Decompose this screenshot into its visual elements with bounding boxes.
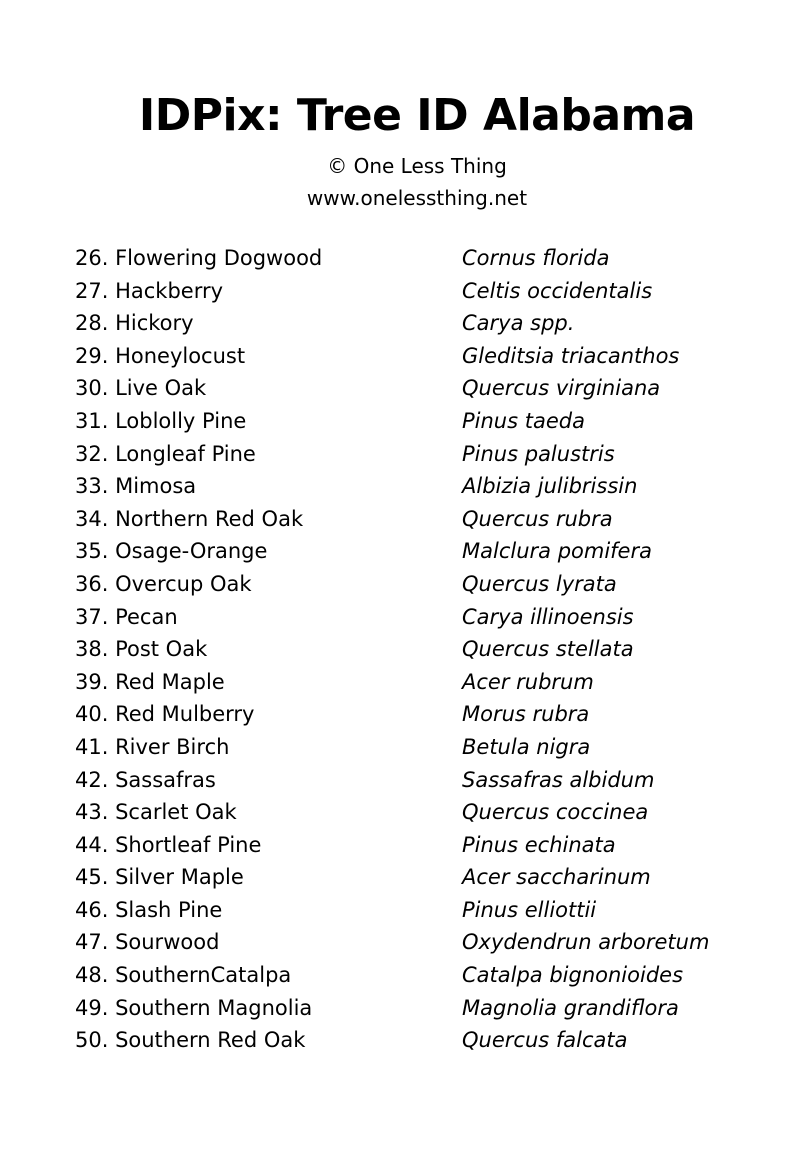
common-name: 45. Silver Maple (75, 865, 244, 890)
scientific-name: Acer rubrum (462, 669, 594, 694)
scientific-name: Quercus lyrata (462, 571, 617, 596)
scientific-name: Sassafras albidum (462, 767, 655, 792)
common-name: 27. Hackberry (75, 278, 224, 303)
title-block (0, 88, 800, 144)
scientific-name: Quercus stellata (462, 637, 634, 662)
scientific-name: Albizia julibrissin (462, 474, 638, 499)
common-name: 28. Hickory (75, 311, 194, 336)
scientific-name: Betula nigra (462, 734, 591, 759)
scientific-name: Carya illinoensis (462, 604, 634, 629)
scientific-name: Magnolia grandiflora (462, 995, 679, 1020)
website-line (0, 184, 800, 212)
tree-row (75, 340, 735, 373)
tree-row (75, 405, 735, 438)
common-name: 46. Slash Pine (75, 897, 223, 922)
tree-row (75, 601, 735, 634)
common-name: 33. Mimosa (75, 474, 197, 499)
common-name: 40. Red Mulberry (75, 702, 255, 727)
common-name: 49. Southern Magnolia (75, 995, 313, 1020)
common-name: 36. Overcup Oak (75, 571, 252, 596)
common-name: 39. Red Maple (75, 669, 225, 694)
scientific-name: Carya spp. (462, 311, 575, 336)
tree-row (75, 307, 735, 340)
page-title: IDPix: Tree ID Alabama (138, 90, 696, 141)
scientific-name: Gleditsia triacanthos (462, 343, 680, 368)
tree-row (75, 568, 735, 601)
tree-row (75, 829, 735, 862)
tree-row (75, 438, 735, 471)
scientific-name: Quercus coccinea (462, 800, 649, 825)
scientific-name: Acer saccharinum (462, 865, 651, 890)
tree-row (75, 470, 735, 503)
tree-row (75, 926, 735, 959)
scientific-name: Catalpa bignonioides (462, 963, 684, 988)
tree-row (75, 764, 735, 797)
copyright-line (0, 152, 800, 180)
tree-row (75, 861, 735, 894)
scientific-name: Quercus falcata (462, 1028, 628, 1053)
tree-row (75, 535, 735, 568)
scientific-name: Pinus echinata (462, 832, 616, 857)
common-name: 34. Northern Red Oak (75, 506, 304, 531)
common-name: 29. Honeylocust (75, 343, 246, 368)
tree-row (75, 1024, 735, 1057)
common-name: 50. Southern Red Oak (75, 1028, 306, 1053)
scientific-name: Malclura pomifera (462, 539, 652, 564)
common-name: 41. River Birch (75, 734, 230, 759)
scientific-name: Quercus virginiana (462, 376, 661, 401)
scientific-name: Celtis occidentalis (462, 278, 653, 303)
scientific-name: Quercus rubra (462, 506, 613, 531)
scientific-name: Pinus palustris (462, 441, 615, 466)
tree-row (75, 959, 735, 992)
copyright-text: © One Less Thing (327, 154, 507, 178)
common-name: 43. Scarlet Oak (75, 800, 237, 825)
common-name: 48. SouthernCatalpa (75, 963, 292, 988)
common-name: 31. Loblolly Pine (75, 408, 247, 433)
scientific-name: Pinus taeda (462, 408, 585, 433)
tree-row (75, 698, 735, 731)
tree-row (75, 894, 735, 927)
tree-row (75, 731, 735, 764)
tree-row (75, 275, 735, 308)
common-name: 32. Longleaf Pine (75, 441, 256, 466)
tree-list (75, 242, 735, 1057)
common-name: 47. Sourwood (75, 930, 220, 955)
common-name: 26. Flowering Dogwood (75, 246, 323, 270)
scientific-name: Oxydendrun arboretum (462, 930, 710, 955)
common-name: 35. Osage-Orange (75, 539, 268, 564)
tree-row (75, 242, 735, 275)
common-name: 37. Pecan (75, 604, 178, 629)
tree-row (75, 503, 735, 536)
common-name: 42. Sassafras (75, 767, 216, 792)
tree-row (75, 633, 735, 666)
scientific-name: Cornus florida (462, 246, 610, 270)
scientific-name: Pinus elliottii (462, 897, 597, 922)
tree-row (75, 796, 735, 829)
tree-row (75, 372, 735, 405)
website-text: www.onelessthing.net (306, 186, 528, 210)
tree-row (75, 992, 735, 1025)
tree-row (75, 666, 735, 699)
common-name: 38. Post Oak (75, 637, 208, 662)
common-name: 44. Shortleaf Pine (75, 832, 262, 857)
scientific-name: Morus rubra (462, 702, 590, 727)
common-name: 30. Live Oak (75, 376, 207, 401)
